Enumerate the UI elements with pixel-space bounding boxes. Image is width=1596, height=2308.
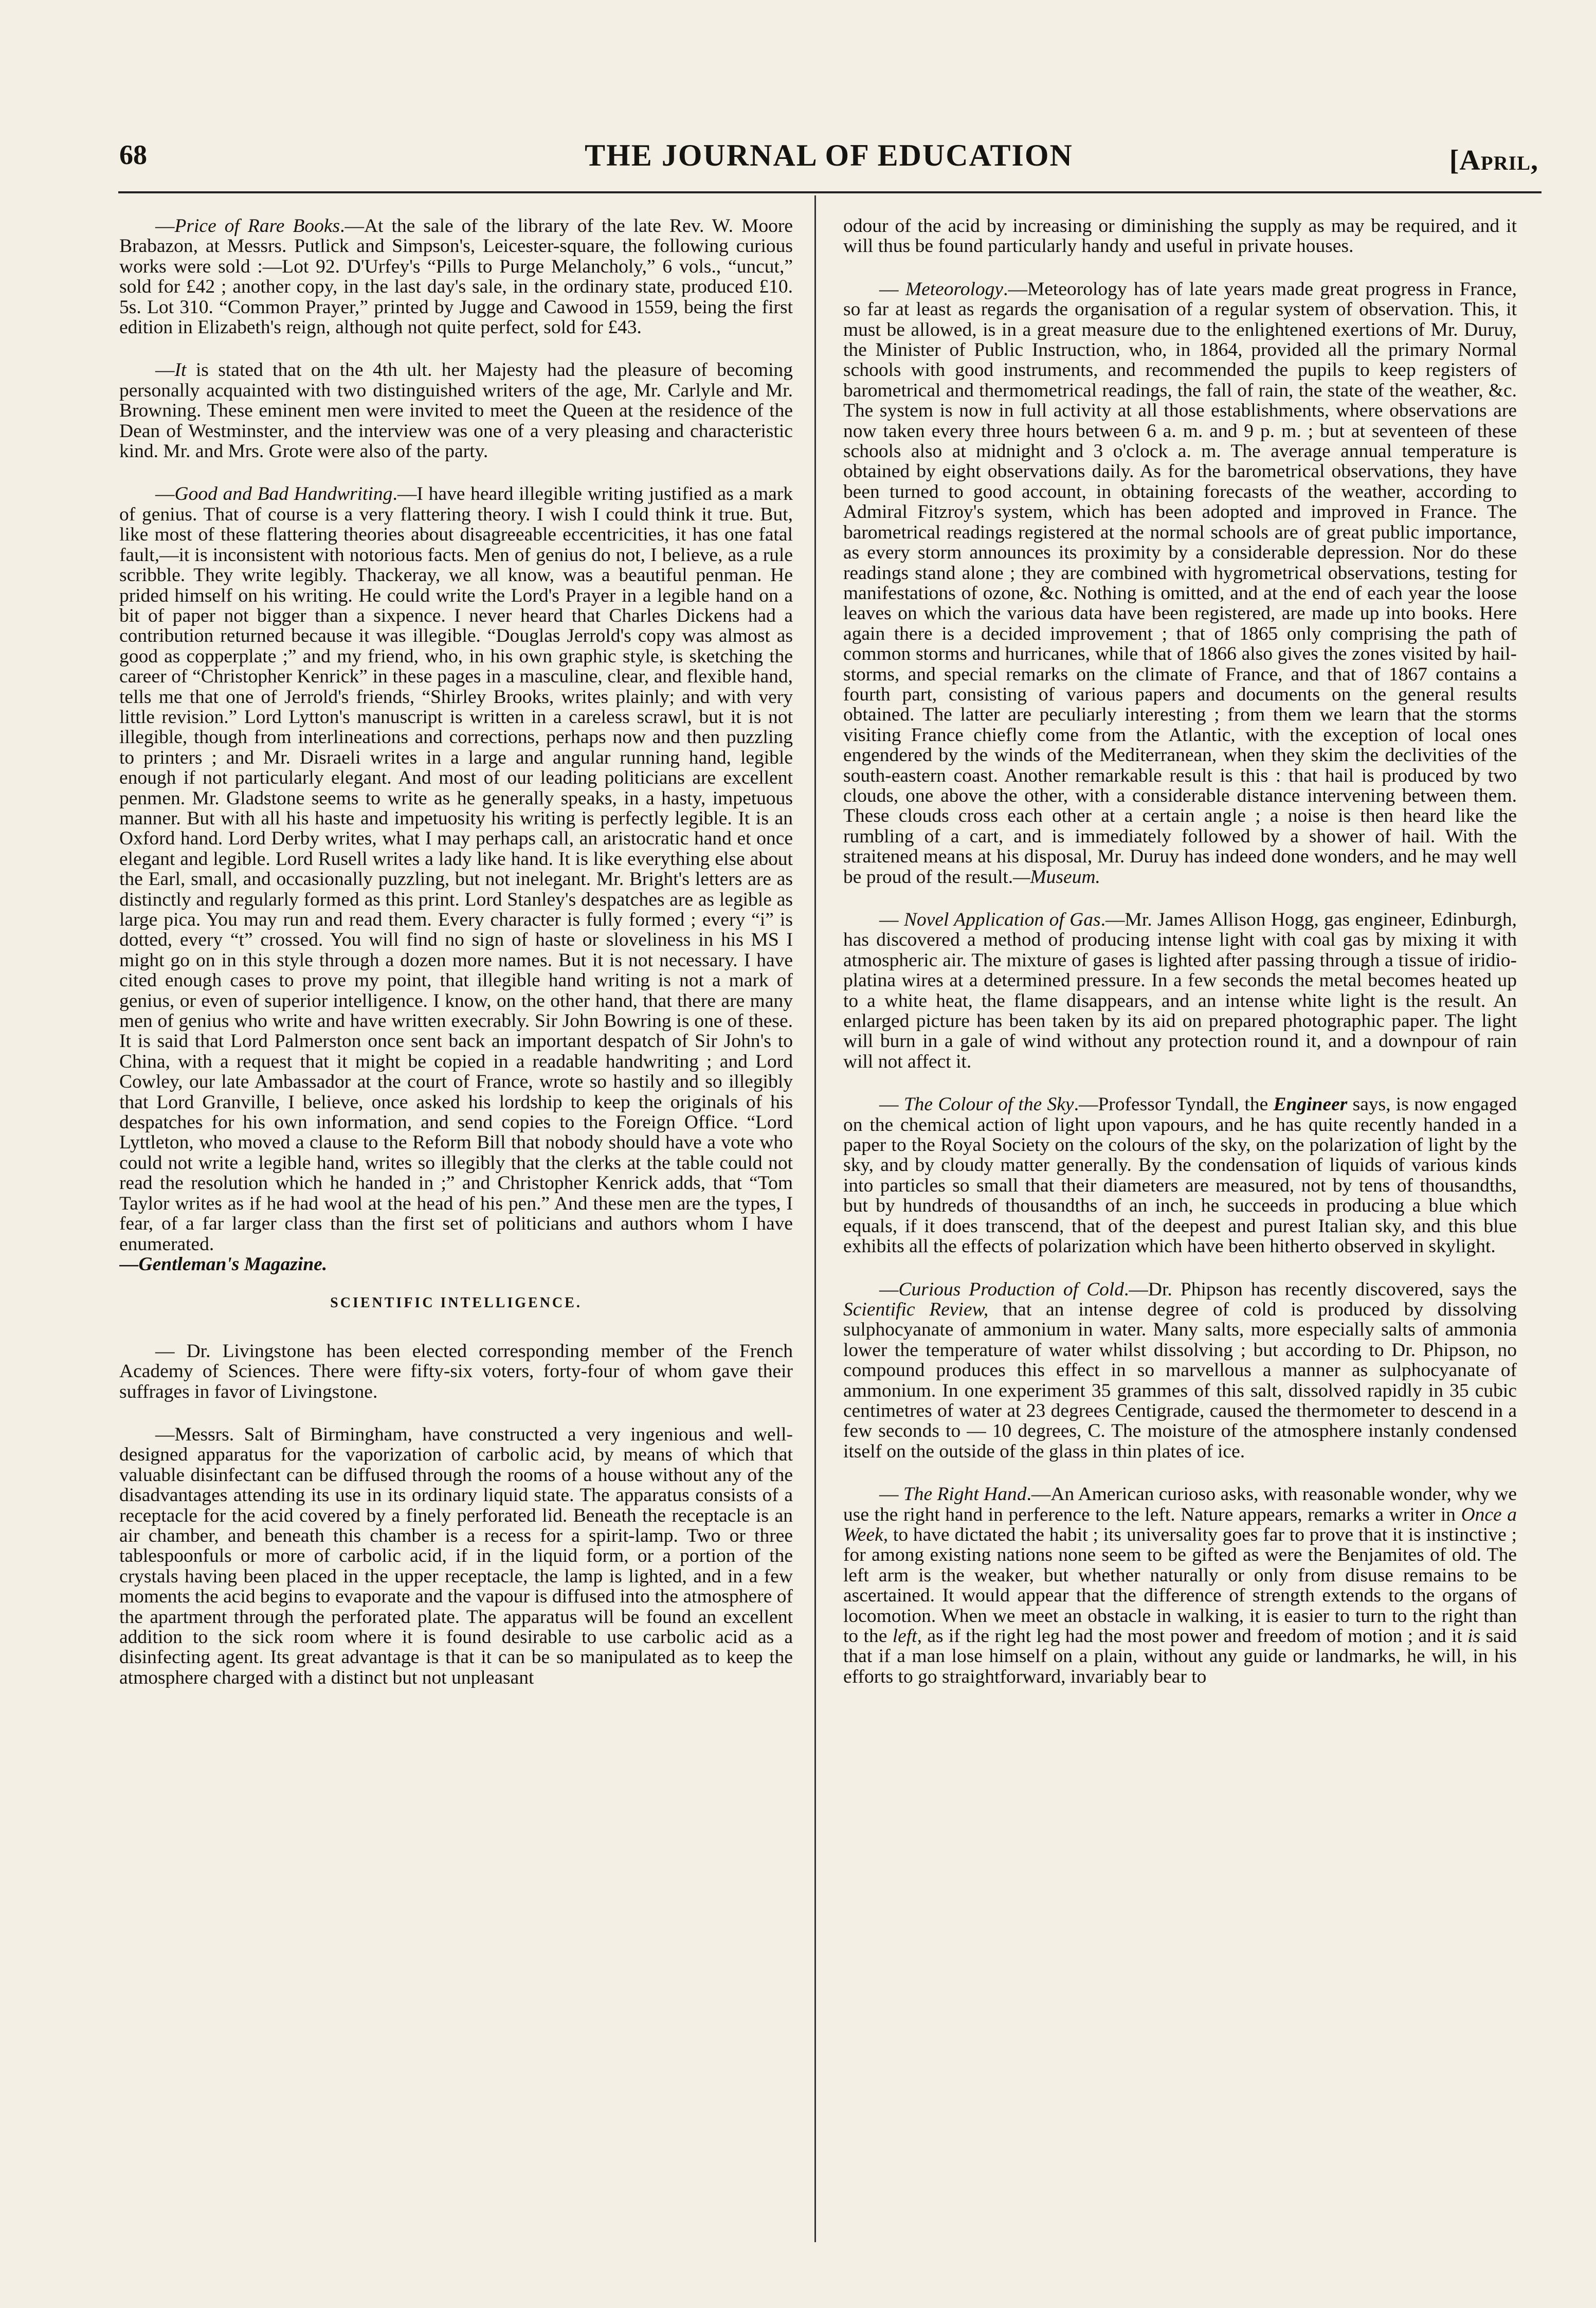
section-heading: SCIENTIFIC INTELLIGENCE.	[330, 1295, 582, 1311]
article-body-end: said that if a man lose himself on a plain, without any guide or landmarks, he will, in his efforts to go straightforward, invariably bear to	[843, 1626, 1517, 1687]
article-source: —Gentleman's Magazine.	[119, 1253, 328, 1275]
article-gas: — Novel Application of Gas.—Mr. James Allison Hogg, gas engineer, Edinburgh, has discovered a method of producing intense light with coal gas by mixing it with atmospheric air. The mixture of gases is lighted after passing through a tissue of iridio-platina wires at a determined pressure. In a few seconds the metal becomes heated up to a white heat, the flame disappears, and an intense white light is the result. An enlarged picture has been taken by its aid on prepared photographic paper. The light will burn in a gale of wind without any protection round it, and a downpour of rain will not affect it.	[843, 909, 1517, 1072]
page-number: 68	[119, 139, 147, 170]
article-body-mid2: as if the right leg had the most power and freedom of motion ; and it	[921, 1626, 1468, 1647]
issue-month: [April,	[1449, 145, 1538, 176]
article-body: .—Meteorology has of late years made great progress in France, so far at least as regards the organisation of a regular system of observation. This, it must be allowed, is in a great measure due to the enlightened exertions of Mr. Duruy, the Minister of Public Instruction, who, in 1864, provided all the primary Normal schools with good instruments, and recommended the pupils to keep registers of barometrical and thermometrical readings, the fall of rain, the state of the weather, &c. The system is now in full activity at all those establishments, where observations are now taken every three hours between 6 a. m. and 9 p. m. ; but at seventeen of these schools also at midnight and 3 o'clock a. m. The average annual temperature is obtained by eight observations daily. As for the barometrical observations, they have been turned to good account, in obtaining forecasts of the weather, according to Admiral Fitzroy's system, which has been adopted and improved in France. The barometrical readings registered at the normal schools are of great public importance, as every storm announces its proximity by a considerable depression. Nor do these readings stand alone ; they are combined with hygrometrical observations, testing for manifestations of ozone, &c. Nothing is omitted, and at the end of each year the loose leaves on which the various data have been registered, are made up into books. Here again there is a decided improvement ; that of 1865 only comprising the path of common storms and hurricanes, while that of 1866 also gives the zones visited by hail-storms, and special remarks on the climate of France, and that of 1867 contains a fourth part, consisting of various papers and documents on the general results obtained. The latter are peculiarly interesting ; from them we learn that the storms visiting France chiefly come from the Atlantic, with the exception of local ones engendered by the winds of the Mediterranean, when they skim the declivities of the south-eastern coast. Another remarkable result is this : that hail is produced by two clouds, one above the other, with a considerable distance intervening between them. These clouds cross each other at a certain angle ; a noise is then heard like the rumbling of a cart, and is immediately followed by a shower of hail. With the straitened means at his disposal, Mr. Duruy has indeed done wonders, and he may well be proud of the result.	[843, 278, 1517, 888]
article-body: odour of the acid by increasing or diminishing the supply as may be required, and it will thus be found particularly handy and useful in private houses.	[843, 216, 1517, 257]
article-right-hand: — The Right Hand.—An American curioso asks, with reasonable wonder, why we use the right hand in perference to the left. Nature appears, remarks a writer in Once a Week, to have dictated the habit ; its universality goes far to prove that it is instinctive ; for among existing nations none seem to be gifted as were the Benjamites of old. The left arm is the weaker, but whether naturally or only from disuse remains to be ascertained. It would appear that the difference of strength extends to the organs of locomotion. When we meet an obstacle in walking, it is easier to turn to the right than to the left, as if the right leg had the most power and freedom of motion ; and it is said that if a man lose himself on a plain, without any guide or landmarks, he will, in his efforts to go straightforward, invariably bear to	[843, 1484, 1517, 1687]
article-heading: The Colour of the Sky	[903, 1094, 1074, 1115]
article-body-start: .—Dr. Phipson has recently discovered, says the	[1124, 1278, 1517, 1300]
page-header	[119, 135, 1538, 181]
article-body-start: .—Professor Tyndall, the	[1074, 1094, 1274, 1115]
article-meteorology: — Meteorology.—Meteorology has of late years made great progress in France, so far at least as regards the organisation of a regular system of observation. This, it must be allowed, is in a great measure due to the enlightened exertions of Mr. Duruy, the Minister of Public Instruction, who, in 1864, provided all the primary Normal schools with good instruments, and recommended the pupils to keep registers of barometrical and thermometrical readings, the fall of rain, the state of the weather, &c. The system is now in full activity at all those establishments, where observations are now taken every three hours between 6 a. m. and 9 p. m. ; but at seventeen of these schools also at midnight and 3 o'clock a. m. The average annual temperature is obtained by eight observations daily. As for the barometrical observations, they have been turned to good account, in obtaining forecasts of the weather, according to Admiral Fitzroy's system, which has been adopted and improved in France. The barometrical readings registered at the normal schools are of great public importance, as every storm announces its proximity by a considerable depression. Nor do these readings stand alone ; they are combined with hygrometrical observations, testing for manifestations of ozone, &c. Nothing is omitted, and at the end of each year the loose leaves on which the various data have been registered, are made up into books. Here again there is a decided improvement ; that of 1865 only comprising the path of common storms and hurricanes, while that of 1866 also gives the zones visited by hail-storms, and special remarks on the climate of France, and that of 1867 contains a fourth part, consisting of various papers and documents on the general results obtained. The latter are peculiarly interesting ; from them we learn that the storms visiting France chiefly come from the Atlantic, with the exception of local ones engendered by the winds of the Mediterranean, when they skim the declivities of the south-eastern coast. Another remarkable result is this : that hail is produced by two clouds, one above the other, with a considerable distance intervening between them. These clouds cross each other at a certain angle ; a noise is then heard like the rumbling of a cart, and is immediately followed by a shower of hail. With the straitened means at his disposal, Mr. Duruy has indeed done wonders, and he may well be proud of the result.—Museum.	[843, 278, 1517, 888]
article-body: .—I have heard illegible writing justified as a mark of genius. That of course is a very flattering theory. I wish I could think it true. But, like most of these flattering theories about disagreeable eccentricities, it has one fatal fault,—it is inconsistent with notorious facts. Men of genius do not, I believe, as a rule scribble. They write legibly. Thackeray, we all know, was a beautiful penman. He prided himself on his writing. He could write the Lord's Prayer in a legible hand on a bit of paper not bigger than a sixpence. I never heard that Charles Dickens had a contribution returned because it was illegible. “Douglas Jerrold's copy was almost as good as copperplate ;” and my friend, who, in his own graphic style, is sketching the career of “Christopher Kenrick” in these pages in a masculine, clear, and flexible hand, tells me that one of Jerrold's friends, “Shirley Brooks, writes plainly; and with very little revision.” Lord Lytton's manuscript is written in a careless scrawl, but it is not illegible, though from interlineations and corrections, perhaps now and then puzzling to printers ; and Mr. Disraeli writes in a large and angular running hand, legible enough if not particularly elegant. And most of our leading politicians are excellent penmen. Mr. Gladstone seems to write as he generally speaks, in a hasty, impetuous manner. But with all his haste and impetuosity his writing is perfectly legible. It is an Oxford hand. Lord Derby writes, what I may perhaps call, an aristocratic hand et once elegant and legible. Lord Rusell writes a lady like hand. It is like everything else about the Earl, small, and occasionally puzzling, but not inelegant. Mr. Bright's letters are as distinctly and regularly formed as this print. Lord Stanley's despatches are as legible as large pica. You may run and read them. Every character is fully formed ; every “i” is dotted, every “t” crossed. You will find no sign of haste or sloveliness in his MS I might go on in this style through a dozen more names. But it is not necessary. I have cited enough cases to prove my point, that illegible hand writing is not a mark of genius, or even of superior intelligence. I know, on the other hand, that there are many men of genius who write and have written execrably. Sir John Bowring is one of these. It is said that Lord Palmerston once sent back an important despatch of Sir John's to China, with a request that it might be copied in a readable handwriting ; and Lord Cowley, our late Ambassador at the court of France, wrote so hastily and so illegibly that Lord Granville, I believe, once asked his lordship to keep the originals of his despatches for his own information, and send copies to the Foreign Office. “Lord Lyttleton, who moved a clause to the Reform Bill that nobody should have a vote who could not write a legible hand, writes so illegibly that the clerks at the table could not read the resolution which he handed in ;” and Christopher Kenrick adds, that “Tom Taylor writes as if he had wool at the head of his pen.” And these men are the types, I fear, of a far larger class than the first set of politicians and authors whom I have enumerated.	[119, 483, 793, 1255]
article-salt	[119, 1425, 793, 1688]
article-body: .—Mr. James Allison Hogg, gas engineer, Edinburgh, has discovered a method of producing intense light with coal gas by mixing it with atmospheric air. The mixture of gases is lighted after passing through a tissue of iridio-platina wires at a determined pressure. In a few seconds the metal becomes heated up to a white heat, the flame disappears, and an intense white light is the result. An enlarged picture has been taken by its aid on prepared photographic paper. The light will burn in a gale of wind without any protection round it, and a downpour of rain will not affect it.	[843, 909, 1517, 1072]
article-handwriting: —Good and Bad Handwriting.—I have heard illegible writing justified as a mark of genius. That of course is a very flattering theory. I wish I could think it true. But, like most of these flattering theories about disagreeable eccentricities, it has one fatal fault,—it is inconsistent with notorious facts. Men of genius do not, I believe, as a rule scribble. They write legibly. Thackeray, we all know, was a beautiful penman. He prided himself on his writing. He could write the Lord's Prayer in a legible hand on a bit of paper not bigger than a sixpence. I never heard that Charles Dickens had a contribution returned because it was illegible. “Douglas Jerrold's copy was almost as good as copperplate ;” and my friend, who, in his own graphic style, is sketching the career of “Christopher Kenrick” in these pages in a masculine, clear, and flexible hand, tells me that one of Jerrold's friends, “Shirley Brooks, writes plainly; and with very little revision.” Lord Lytton's manuscript is written in a careless scrawl, but it is not illegible, though from interlineations and corrections, perhaps now and then puzzling to printers ; and Mr. Disraeli writes in a large and angular running hand, legible enough if not particularly elegant. And most of our leading politicians are excellent penmen. Mr. Gladstone seems to write as he generally speaks, in a hasty, impetuous manner. But with all his haste and impetuosity his writing is perfectly legible. It is an Oxford hand. Lord Derby writes, what I may perhaps call, an aristocratic hand et once elegant and legible. Lord Rusell writes a lady like hand. It is like everything else about the Earl, small, and occasionally puzzling, but not inelegant. Mr. Bright's letters are as distinctly and regularly formed as this print. Lord Stanley's despatches are as legible as large pica. You may run and read them. Every character is fully formed ; every “i” is dotted, every “t” crossed. You will find no sign of haste or sloveliness in his MS I might go on in this style through a dozen more names. But it is not necessary. I have cited enough cases to prove my point, that illegible hand writing is not a mark of genius, or even of superior intelligence. I know, on the other hand, that there are many men of genius who write and have written execrably. Sir John Bowring is one of these. It is said that Lord Palmerston once sent back an important despatch of Sir John's to China, with a request that it might be copied in a readable handwriting ; and Lord Cowley, our late Ambassador at the court of France, wrote so hastily and so illegibly that Lord Granville, I believe, once asked his lordship to keep the originals of his despatches for his own information, and send copies to the Foreign Office. “Lord Lyttleton, who moved a clause to the Reform Bill that nobody should have a vote who could not write a legible hand, writes so illegibly that the clerks at the table could not read the resolution which he handed in ;” and Christopher Kenrick adds, that “Tom Taylor writes as if he had wool at the head of his pen.” And these men are the types, I fear, of a far larger class than the first set of politicians and authors whom I have enumerated. —Gentleman's Magazine.	[119, 483, 793, 1275]
article-sky: — The Colour of the Sky.—Professor Tyndall, the Engineer says, is now engaged on the chemical action of light upon vapours, and he has quite recently handed in a paper to the Royal Society on the colours of the sky, on the polarization of light by the sky, and by cloudy matter generally. By the condensation of liquids of various kinds into particles so small that their diameters are measured, not by tens of thousandths, but by hundreds of thousandths of an inch, he succeeds in producing a blue which equals, if it does transcend, that of the deepest and purest Italian sky, and this blue exhibits all the effects of polarization which have been hitherto observed in skylight.	[843, 1094, 1517, 1257]
emphasis-left: left,	[892, 1626, 922, 1647]
article-heading: Novel Application of Gas	[903, 909, 1101, 930]
article-heading: The Right Hand	[903, 1484, 1027, 1505]
article-body-mid: to have dictated the habit ; its universality goes far to prove that it is instinctive ; for among existing nations none seem to be gifted as were the Benjamites of old. The left arm is the weaker, but whether naturally or only from disuse remains to be ascertained. It would appear that the difference of strength extends to the organs of locomotion. When we meet an obstacle in walking, it is easier to turn to the right than to the	[843, 1524, 1517, 1647]
article-heading: Meteorology	[905, 278, 1004, 300]
journal-title: THE JOURNAL OF EDUCATION	[585, 138, 1073, 172]
right-column	[843, 216, 1517, 2252]
left-column	[119, 216, 793, 2252]
article-heading: It	[174, 359, 187, 381]
article-body: says, is now engaged on the chemical action of light upon vapours, and he has quite recently handed in a paper to the Royal Society on the colours of the sky, on the polarization of light by the sky, and by cloudy matter generally. By the condensation of liquids of various kinds into particles so small that their diameters are measured, not by tens of thousandths, but by hundreds of thousandths of an inch, he succeeds in producing a blue which equals, if it does transcend, that of the deepest and purest Italian sky, and this blue exhibits all the effects of polarization which have been hitherto observed in skylight.	[843, 1094, 1517, 1257]
article-livingstone	[119, 1341, 793, 1402]
column-divider	[814, 195, 816, 2242]
article-salt-continued	[843, 216, 1517, 257]
article-body: that an intense degree of cold is produced by dissolving sulphocyanate of ammonium in water. Many salts, more especially salts of ammonia lower the temperature of water whilst dissolving ; but according to Dr. Phipson, no compound produces this effect in so marvellous a manner as sulphocyanate of ammonium. In one experiment 35 grammes of this salt, dissolved rapidly in 35 cubic centimetres of water at 23 degrees Centigrade, caused the thermometer to descend in a few seconds to — 10 degrees, C. The moisture of the atmosphere instanly condensed itself on the outside of the glass in thin plates of ice.	[843, 1299, 1517, 1462]
journal-name: Scientific Review,	[843, 1299, 989, 1320]
article-body: is stated that on the 4th ult. her Majesty had the pleasure of becoming personally acquainted with two distinguished writers of the age, Mr. Carlyle and Mr. Browning. These eminent men were invited to meet the Queen at the residence of the Dean of Westminster, and the interview was one of a very pleasing and characteristic kind. Mr. and Mrs. Grote were also of the party.	[119, 359, 793, 462]
article-body-start: .—An American curioso asks, with reasonable wonder, why we use the right hand in perference to the left. Nature appears, remarks a writer in	[843, 1484, 1517, 1525]
article-heading: Good and Bad Handwriting	[174, 483, 393, 505]
article-majesty: —It is stated that on the 4th ult. her Majesty had the pleasure of becoming personally acquainted with two distinguished writers of the age, Mr. Carlyle and Mr. Browning. These eminent men were invited to meet the Queen at the residence of the Dean of Westminster, and the interview was one of a very pleasing and characteristic kind. Mr. and Mrs. Grote were also of the party.	[119, 359, 793, 462]
article-body: — Dr. Livingstone has been elected corresponding member of the French Academy of Sciences. There were fifty-six voters, forty-four of whom gave their suffrages in favor of Livingstone.	[119, 1340, 793, 1402]
article-heading: Curious Production of Cold	[898, 1278, 1125, 1300]
article-source: —Museum.	[1013, 866, 1100, 888]
article-rare-books: —Price of Rare Books.—At the sale of the library of the late Rev. W. Moore Brabazon, at Messrs. Putlick and Simpson's, Leicester-square, the following curious works were sold :—Lot 92. D'Urfey's “Pills to Purge Melancholy,” 6 vols., “uncut,” sold for £42 ; another copy, in the last day's sale, in the ordinary state, produced £10. 5s. Lot 310. “Common Prayer,” printed by Jugge and Cawood in 1559, being the first edition in Elizabeth's reign, although not quite perfect, sold for £43.	[119, 216, 793, 338]
article-body: .—At the sale of the library of the late Rev. W. Moore Brabazon, at Messrs. Putlick and Simpson's, Leicester-square, the following curious works were sold :—Lot 92. D'Urfey's “Pills to Purge Melancholy,” 6 vols., “uncut,” sold for £42 ; another copy, in the last day's sale, in the ordinary state, produced £10. 5s. Lot 310. “Common Prayer,” printed by Jugge and Cawood in 1559, being the first edition in Elizabeth's reign, although not quite perfect, sold for £43.	[119, 216, 793, 338]
journal-name: Engineer	[1273, 1094, 1348, 1115]
journal-name: Once a Week,	[843, 1504, 1517, 1545]
article-body: —Messrs. Salt of Birmingham, have constructed a very ingenious and well-designed apparatus for the vaporization of carbolic acid, by means of which that valuable disinfectant can be diffused through the rooms of a house without any of the disadvantages attending its use in its ordinary liquid state. The apparatus consists of a receptacle for the acid covered by a finely perforated lid. Beneath the receptacle is an air chamber, and beneath this chamber is a recess for a spirit-lamp. Two or three tablespoonfuls or more of carbolic acid, if in the liquid form, or a portion of the crystals having been placed in the upper receptacle, the lamp is lighted, and in a few moments the acid begins to evaporate and the vapour is diffused into the atmosphere of the apartment through the perforated plate. The apparatus will be found an excellent addition to the sick room where it is found desirable to use carbolic acid as a disinfecting agent. Its great advantage is that it can be so manipulated as to keep the atmosphere charged with a distinct but not unpleasant	[119, 1423, 793, 1688]
article-cold: —Curious Production of Cold.—Dr. Phipson has recently discovered, says the Scientific Review, that an intense degree of cold is produced by dissolving sulphocyanate of ammonium in water. Many salts, more especially salts of ammonia lower the temperature of water whilst dissolving ; but according to Dr. Phipson, no compound produces this effect in so marvellous a manner as sulphocyanate of ammonium. In one experiment 35 grammes of this salt, dissolved rapidly in 35 cubic centimetres of water at 23 degrees Centigrade, caused the thermometer to descend in a few seconds to — 10 degrees, C. The moisture of the atmosphere instanly condensed itself on the outside of the glass in thin plates of ice.	[843, 1278, 1517, 1462]
emphasis-is: is	[1467, 1626, 1481, 1647]
article-heading: Price of Rare Books	[174, 216, 340, 237]
header-rule	[118, 191, 1541, 193]
